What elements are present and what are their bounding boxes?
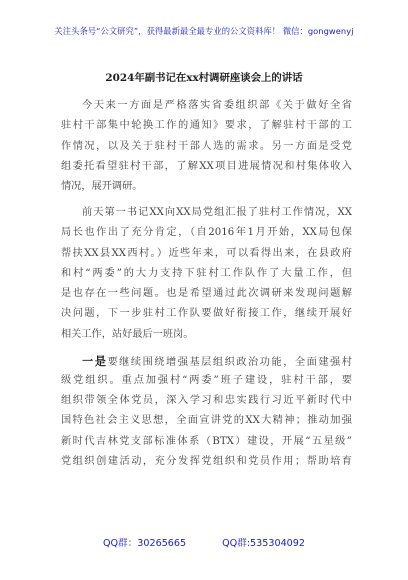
paragraph-line: 是也存在一些问题。也是希望通过此次调研来发现问题解 bbox=[61, 288, 352, 300]
paragraph-line: 党组织创建活动，充分发挥党组织和党员作用；帮助培育 bbox=[61, 456, 352, 468]
footer-qq-group-2: QQ群:535304092 bbox=[222, 538, 305, 549]
header-banner: 关注头条号“公文研究”，获得最新最全最专业的公文资料库！ 微信：gongwenyj bbox=[54, 26, 354, 36]
paragraph-line: 今天来一方面是严格落实省委组织部《关于做好全省 bbox=[82, 100, 352, 111]
paragraph-line: 作情况，以及关于驻村干部人选的需求。另一方面是受党 bbox=[61, 140, 352, 152]
paragraph-line: 局长也作出了充分肯定，（自2016年1月开始，XX局包保 bbox=[61, 227, 352, 239]
paragraph-line-text: 要继续围绕增强基层组织政治功能，全面建强村 bbox=[107, 356, 352, 368]
paragraph-line: 组织带领全体党员，深入学习和忠实践行习近平新时代中 bbox=[61, 395, 352, 407]
paragraph-line: 帮扶XX县XX西村。）近些年来，可以看得出来，在县政府 bbox=[61, 247, 352, 259]
document-body bbox=[61, 96, 352, 478]
paragraph-line: 组委托看望驻村干部，了解XX项目进展情况和村集体收入 bbox=[61, 160, 352, 172]
paragraph-line: 和村“两委”的大力支持下驻村工作队作了大量工作，但 bbox=[61, 267, 352, 279]
paragraph-line: 国特色社会主义思想，全面宣讲党的XX大精神；推动加强 bbox=[61, 415, 352, 427]
footer-qq-group-1: QQ群：30265665 bbox=[103, 538, 187, 549]
document-title: 2024年副书记在xx村调研座谈会上的讲话 bbox=[105, 72, 303, 84]
paragraph-3 bbox=[61, 351, 352, 473]
paragraph-line: 驻村干部集中轮换工作的通知》要求，了解驻村干部的工 bbox=[61, 120, 352, 132]
paragraph-line: 级党组织。重点加强村“两委”班子建设，驻村干部，要 bbox=[61, 374, 352, 386]
paragraph-1 bbox=[61, 96, 352, 197]
paragraph-line: 新时代吉林党支部标准体系（BTX）建设，开展“五星级” bbox=[61, 435, 352, 447]
paragraph-line: 情况，展开调研。 bbox=[61, 181, 143, 193]
paragraph-line: 决问题，下一步驻村工作队要做好衔接工作，继续开展好 bbox=[61, 308, 352, 320]
paragraph-2 bbox=[61, 203, 352, 345]
footer-contact bbox=[0, 535, 408, 549]
paragraph-line: 前天第一书记XX向XX局党组汇报了驻村工作情况，XX bbox=[82, 206, 352, 218]
paragraph-lead: 一是 bbox=[82, 353, 108, 368]
paragraph-line: 相关工作，站好最后一班岗。 bbox=[61, 328, 194, 340]
paragraph-line bbox=[61, 351, 352, 371]
